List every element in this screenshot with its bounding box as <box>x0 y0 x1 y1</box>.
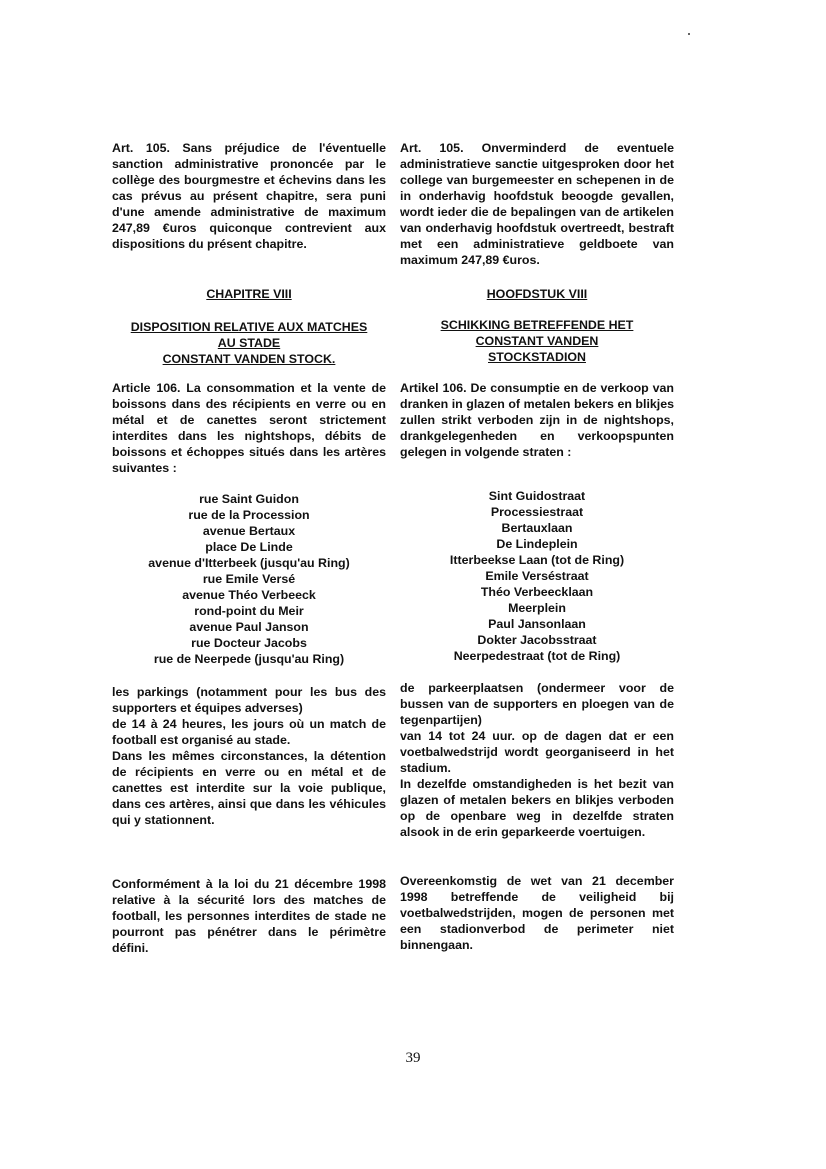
fr-hours-paragraph: de 14 à 24 heures, les jours où un match de football est organisé au stade. <box>112 717 386 747</box>
nl-street-item: Paul Jansonlaan <box>488 617 586 631</box>
nl-hours-paragraph: van 14 tot 24 uur. op de dagen dat er een voetbalwedstrijd wordt georganiseerd in het stadium. <box>400 729 674 775</box>
fr-street-item: rue de la Procession <box>188 508 310 522</box>
fr-article-105 <box>112 140 386 252</box>
fr-article-106-label: Article 106. <box>112 381 181 395</box>
nl-article-106-label: Artikel 106. <box>400 381 467 395</box>
fr-detention-paragraph: Dans les mêmes circonstances, la détention de récipients en verre ou en métal et de canettes est interdite sur la voie publique, dans ces artères, ainsi que dans les véhicules qui y stationnent. <box>112 749 386 827</box>
nl-section-title-line1: SCHIKKING BETREFFENDE HET <box>440 318 634 332</box>
fr-street-item: rue Emile Versé <box>202 572 296 586</box>
fr-article-106-text: La consommation et la vente de boissons dans des récipients en verre ou en métal et de canettes seront strictement interdites dans les nightshops, débits de boissons et échoppes situés dans les artères suivantes : <box>112 381 387 475</box>
fr-conditions <box>112 684 386 828</box>
fr-street-item: avenue Bertaux <box>202 524 296 538</box>
nl-article-106 <box>400 380 674 460</box>
nl-street-item: Sint Guidostraat <box>488 489 586 503</box>
nl-street-item: Neerpedestraat (tot de Ring) <box>453 649 621 663</box>
nl-street-item: Emile Verséstraat <box>485 569 589 583</box>
fr-article-105-text: Sans préjudice de l'éventuelle sanction administrative prononcée par le collège des bourgmestre et échevins dans les cas prévus au présent chapitre, sera puni d'une amende administrative de maximum 247,89 €uros quiconque contrevient aux dispositions du présent chapitre. <box>112 141 386 251</box>
nl-street-item: Dokter Jacobsstraat <box>477 633 597 647</box>
nl-article-105-label: Art. 105. <box>400 141 464 155</box>
fr-street-item: place De Linde <box>205 540 293 554</box>
nl-parkings-paragraph: de parkeerplaatsen (ondermeer voor de bussen van de supporters en ploegen van de tegenpartijen) <box>400 681 674 727</box>
fr-street-item: avenue Paul Janson <box>189 620 309 634</box>
fr-chapter-title: CHAPITRE VIII <box>206 287 292 301</box>
scan-speck <box>688 33 690 35</box>
nl-section-title <box>400 317 674 365</box>
fr-article-106 <box>112 380 386 476</box>
fr-section-title-line2: AU STADE <box>217 336 281 350</box>
fr-street-item: rue Saint Guidon <box>199 492 299 506</box>
fr-section-title <box>112 319 386 367</box>
nl-street-item: Processiestraat <box>490 505 584 519</box>
nl-article-105 <box>400 140 674 268</box>
nl-street-item: Meerplein <box>508 601 566 615</box>
nl-section-title-line2: CONSTANT VANDEN <box>475 334 599 348</box>
fr-street-item: avenue d'Itterbeek (jusqu'au Ring) <box>148 556 350 570</box>
nl-street-list <box>400 488 674 664</box>
nl-section-title-line3: STOCKSTADION <box>488 350 586 364</box>
nl-article-106-text: De consumptie en de verkoop van dranken in glazen of metalen bekers en blikjes zullen strikt verboden zijn in de nightshops, drankgelegenheden en verkoopspunten gelegen in volgende straten : <box>400 381 675 459</box>
nl-article-105-text: Onverminderd de eventuele administratieve sanctie uitgesproken door het college van burgemeester en schepenen in de in onderhavig hoofdstuk beoogde gevallen, wordt ieder die de bepalingen van de artikelen van onderhavig hoofdstuk overtreedt, bestraft met een administratieve geldboete van maximum 247,89 €uros. <box>400 141 674 267</box>
fr-section-title-line3: CONSTANT VANDEN STOCK. <box>162 352 336 366</box>
fr-street-item: rue de Neerpede (jusqu'au Ring) <box>153 652 345 666</box>
nl-street-item: Itterbeekse Laan (tot de Ring) <box>449 553 625 567</box>
fr-law-paragraph: Conformément à la loi du 21 décembre 1998 relative à la sécurité lors des matches de football, les personnes interdites de stade ne pourront pas pénétrer dans le périmètre défini. <box>112 877 386 955</box>
nl-chapter-title: HOOFDSTUK VIII <box>486 287 588 301</box>
nl-law-paragraph: Overeenkomstig de wet van 21 december 1998 betreffende de veiligheid bij voetbalwedstrijden, mogen de personen met een stadionverbod de perimeter niet binnengaan. <box>400 874 674 952</box>
page-number: 39 <box>405 1050 421 1066</box>
fr-street-item: avenue Théo Verbeeck <box>182 588 316 602</box>
nl-street-item: Théo Verbeecklaan <box>480 585 594 599</box>
nl-street-item: Bertauxlaan <box>501 521 573 535</box>
fr-parkings-paragraph: les parkings (notamment pour les bus des supporters et équipes adverses) <box>112 685 386 715</box>
fr-street-item: rue Docteur Jacobs <box>191 636 307 650</box>
fr-section-title-line1: DISPOSITION RELATIVE AUX MATCHES <box>130 320 368 334</box>
fr-article-105-label: Art. 105. <box>112 141 170 155</box>
nl-street-item: De Lindeplein <box>496 537 578 551</box>
fr-street-item: rond-point du Meir <box>194 604 304 618</box>
fr-street-list <box>112 491 386 667</box>
nl-detention-paragraph: In dezelfde omstandigheden is het bezit van glazen of metalen bekers en blikjes verboden op de openbare weg in dezelfde straten alsook in de erin geparkeerde voertuigen. <box>400 777 674 839</box>
nl-conditions <box>400 680 674 840</box>
